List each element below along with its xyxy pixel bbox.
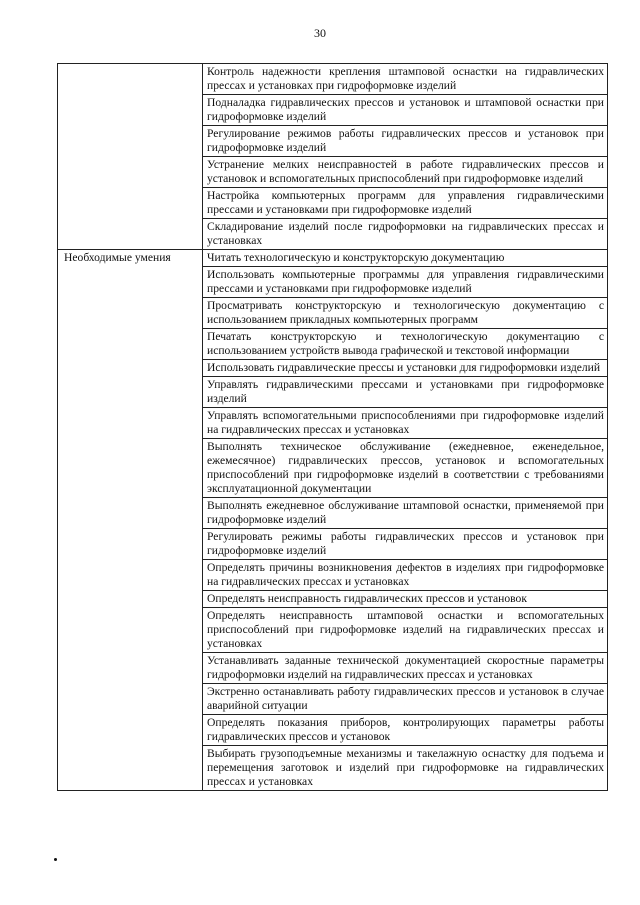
skills-table (57, 63, 608, 791)
scan-dot-mark (54, 858, 57, 861)
table-cell: Читать технологическую и конструкторскую документацию (203, 250, 608, 267)
table-cell: Определять показания приборов, контролирующих параметры работы гидравлических прессов и установок (203, 715, 608, 746)
table-cell: Использовать гидравлические прессы и установки для гидроформовки изделий (203, 360, 608, 377)
table-cell: Управлять вспомогательными приспособлениями при гидроформовке изделий на гидравлических прессах и установках (203, 408, 608, 439)
continuation-section (58, 64, 608, 250)
table-cell: Определять причины возникновения дефектов в изделиях при гидроформовке на гидравлических прессах и установках (203, 560, 608, 591)
table-cell: Экстренно останавливать работу гидравлических прессов и установок в случае аварийной ситуации (203, 684, 608, 715)
table-cell: Регулировать режимы работы гидравлических прессов и установок при гидроформовке изделий (203, 529, 608, 560)
table-cell: Определять неисправность гидравлических прессов и установок (203, 591, 608, 608)
skills-section (58, 250, 608, 791)
table-cell: Просматривать конструкторскую и технологическую документацию с использованием прикладных компьютерных программ (203, 298, 608, 329)
table-cell: Использовать компьютерные программы для управления гидравлическими прессами и установками при гидроформовке изделий (203, 267, 608, 298)
skills-label: Необходимые умения (58, 250, 203, 791)
table-cell: Регулирование режимов работы гидравлических прессов и установок при гидроформовке изделий (203, 126, 608, 157)
table-cell: Определять неисправность штамповой оснастки и вспомогательных приспособлений при гидроформовке изделий на гидравлических прессах и установках (203, 608, 608, 653)
table-cell: Выбирать грузоподъемные механизмы и такелажную оснастку для подъема и перемещения заготовок и изделий при гидроформовке на гидравлических прессах и установках (203, 746, 608, 791)
table-cell: Выполнять ежедневное обслуживание штамповой оснастки, применяемой при гидроформовке изделий (203, 498, 608, 529)
table-cell: Настройка компьютерных программ для управления гидравлическими прессами и установками при гидроформовке изделий (203, 188, 608, 219)
table-cell: Печатать конструкторскую и технологическую документацию с использованием устройств вывода графической и текстовой информации (203, 329, 608, 360)
table-cell: Контроль надежности крепления штамповой оснастки на гидравлических прессах и установках при гидроформовке изделий (203, 64, 608, 95)
table-cell: Управлять гидравлическими прессами и установками при гидроформовке изделий (203, 377, 608, 408)
table-row (58, 64, 608, 95)
page-number: 30 (314, 26, 326, 40)
empty-label-cell (58, 64, 203, 250)
table-cell: Подналадка гидравлических прессов и установок и штамповой оснастки при гидроформовке изделий (203, 95, 608, 126)
table-cell: Складирование изделий после гидроформовки на гидравлических прессах и установках (203, 219, 608, 250)
table-cell: Выполнять техническое обслуживание (ежедневное, еженедельное, ежемесячное) гидравлических прессов, установок и вспомогательных приспособлений при гидроформовке изделий в соответствии с требованиями эксплуатационной документации (203, 439, 608, 498)
table-cell: Устанавливать заданные технической документацией скоростные параметры гидроформовки изделий на гидравлических прессах и установках (203, 653, 608, 684)
table-row (58, 250, 608, 267)
table-cell: Устранение мелких неисправностей в работе гидравлических прессов и установок и вспомогательных приспособлений при гидроформовке изделий (203, 157, 608, 188)
